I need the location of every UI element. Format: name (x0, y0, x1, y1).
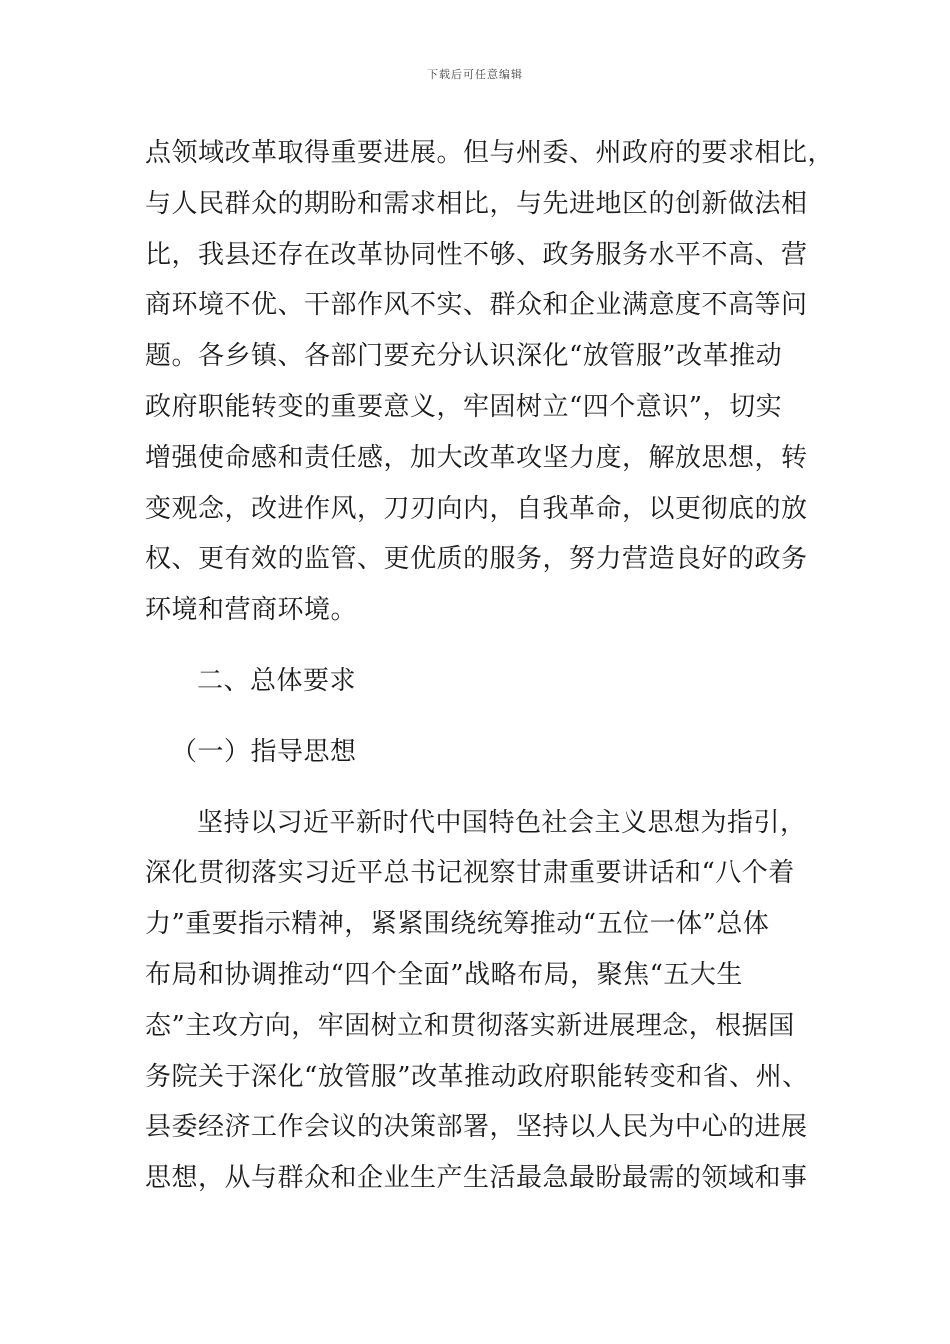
text-line: 政府职能转变的重要意义，牢固树立“四个意识”，切实 (145, 391, 783, 422)
spacer (145, 707, 795, 727)
paragraph-2 (145, 798, 809, 1204)
text-line: 深化贯彻落实习近平总书记视察甘肃重要讲话和“八个着 (145, 858, 795, 889)
paragraph-1 (145, 128, 835, 636)
text-line: 增强使命感和责任感，加大改革攻坚力度，解放思想，转 (145, 442, 808, 473)
subsection-heading: （一）指导思想 (171, 736, 357, 767)
text-line: 商环境不优、干部作风不实、群众和企业满意度不高等问 (145, 290, 808, 321)
text-line: 思想，从与群众和企业生产生活最急最盼最需的领域和事 (145, 1163, 808, 1194)
page-header-note: 下载后可任意编辑 (427, 68, 523, 81)
text-line: 点领域改革取得重要进展。但与州委、州政府的要求相比， (145, 138, 835, 168)
text-line: 与人民群众的期盼和需求相比，与先进地区的创新做法相 (145, 188, 808, 219)
text-line: 题。各乡镇、各部门要充分认识深化“放管服”改革推动 (145, 341, 783, 372)
text-line: 态”主攻方向，牢固树立和贯彻落实新进展理念，根据国 (145, 1010, 795, 1041)
text-line: 权、更有效的监管、更优质的服务，努力营造良好的政务 (145, 544, 808, 575)
section-heading: 二、总体要求 (197, 665, 357, 696)
text-line: 布局和协调推动“四个全面”战略布局，聚焦“五大生 (145, 959, 743, 990)
text-line: 县委经济工作会议的决策部署，坚持以人民为中心的进展 (145, 1112, 808, 1143)
spacer (145, 636, 795, 656)
text-line: 环境和营商环境。 (145, 595, 358, 626)
document-body (145, 128, 835, 1204)
text-line: 比，我县还存在改革协同性不够、政务服务水平不高、营 (145, 239, 808, 270)
text-line: 务院关于深化“放管服”改革推动政府职能转变和省、州、 (145, 1061, 809, 1092)
text-line: 坚持以习近平新时代中国特色社会主义思想为指引， (197, 807, 807, 838)
text-line: 变观念，改进作风，刀刃向内，自我革命，以更彻底的放 (145, 493, 808, 524)
text-line: 力”重要指示精神，紧紧围绕统筹推动“五位一体”总体 (145, 909, 770, 940)
spacer (145, 778, 795, 798)
